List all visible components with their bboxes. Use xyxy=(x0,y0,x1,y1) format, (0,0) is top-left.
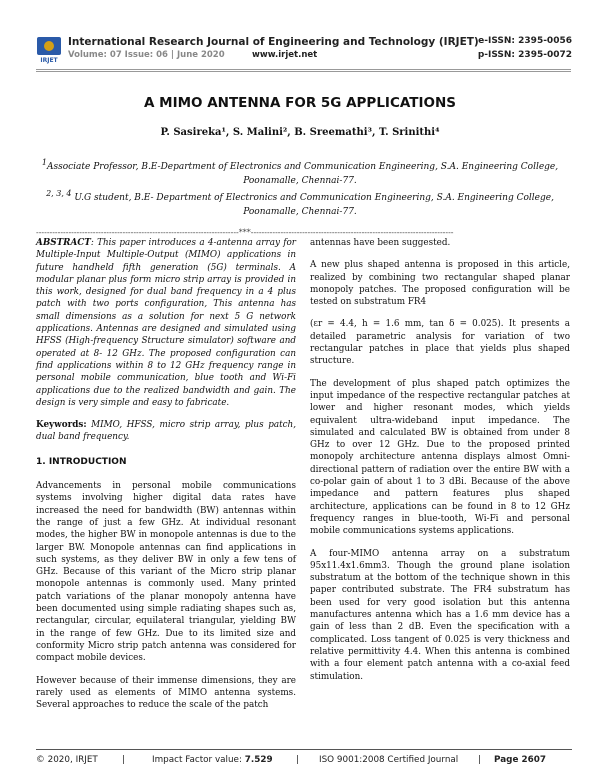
abstract xyxy=(36,237,296,409)
impact-label: Impact Factor value: xyxy=(152,755,245,765)
footer-impact xyxy=(152,755,273,765)
keywords-text: MIMO, HFSS, micro strip array, plus patch, dual band frequency. xyxy=(36,420,296,443)
footer-sep-3: | xyxy=(478,755,481,765)
author-list: P. Sasireka¹, S. Malini², B. Sreemathi³, T. Srinithi⁴ xyxy=(160,127,440,138)
journal-header xyxy=(36,36,572,66)
section-heading-introduction: 1. INTRODUCTION xyxy=(36,456,127,467)
footer-rule xyxy=(36,749,572,750)
pissn: p-ISSN: 2395-0072 xyxy=(477,50,572,60)
right-paragraph-0: antennas have been suggested. xyxy=(310,238,451,248)
left-column xyxy=(36,237,296,721)
right-column xyxy=(310,237,570,693)
intro-paragraph-1: Advancements in personal mobile communications systems involving higher digital data rates have increased the need for bandwidth (BW) antennas within the range of just a few GHz. At individual resonant modes, the higher BW in monopole antennas is due to the larger BW. Monopole antennas can find applications in such systems, as they deliver BW in only a few tens of GHz. Because of this variant of the Micro strip planar monopole antennas is commonly used. Many printed patch variations of the planar monopoly antenna have been documented using simple radiating shapes such as, rectangular, circular, equilateral triangular, yielding BW in the range of few GHz. Due to its limited size and conformity Micro strip patch antenna was considered for compact mobile devices. xyxy=(36,481,296,664)
keywords-label: Keywords: xyxy=(36,420,87,431)
paper-title: A MIMO ANTENNA FOR 5G APPLICATIONS xyxy=(143,95,456,111)
affiliation-1-text: Associate Professor, B.E-Department of Electronics and Communication Engineering, S.A. Engineering College, Poonamalle, Chennai-77. xyxy=(46,162,559,186)
header-rule xyxy=(36,69,571,72)
irjet-logo xyxy=(36,36,62,64)
journal-website[interactable]: www.irjet.net xyxy=(252,50,318,60)
affiliation-2 xyxy=(40,187,560,219)
affiliation-1 xyxy=(40,156,560,188)
eissn: e-ISSN: 2395-0056 xyxy=(478,36,572,46)
volume-issue: Volume: 07 Issue: 06 | June 2020 xyxy=(68,50,225,60)
right-paragraph-4: A four-MIMO antenna array on a substratum 95x11.4x1.6mm3. Though the ground plane isolation substratum at the bottom of the technique shown in this paper contributed substrate. The FR4 substratum has been used for very good isolation but this antenna manufactures antenna which has a 1.6 mm device has a gain of less than 2 dB. Even the specification with a complicated. Loss tangent of 0.025 is very thickness and relative permittivity 4.4. When this antenna is combined with a four element patch antenna with a co-axial feed stimulation. xyxy=(310,548,570,682)
abstract-label: ABSTRACT xyxy=(36,238,91,248)
right-paragraph-1: A new plus shaped antenna is proposed in this article, realized by combining two rectangular shaped planar monopoly patches. The proposed configuration will be tested on substratum FR4 xyxy=(310,260,570,308)
right-paragraph-2: (εr = 4.4, h = 1.6 mm, tan δ = 0.025). It presents a detailed parametric analysis for variation of two rectangular patches in place that yields plus shaped structure. xyxy=(310,319,570,367)
footer-iso: ISO 9001:2008 Certified Journal xyxy=(319,755,459,765)
footer-sep-2: | xyxy=(296,755,299,765)
right-paragraph-3: The development of plus shaped patch optimizes the input impedance of the respective rectangular patches at lower and higher resonant modes, which yields equivalent ultra-wideband input impedance. The simulated and calculated BW is obtained from under 8 GHz to over 12 GHz. Due to the proposed printed monopoly architecture antenna displays almost Omni-directional pattern of radiation over the entire BW with a co-polar gain of about 1 to 3 dBi. Because of the above impedance and pattern features plus shaped architecture, applications can be found in 8 to 12 GHz frequency ranges in blue-tooth, Wi-Fi and personal mobile communications systems applications. xyxy=(310,378,570,537)
logo-text: IRJET xyxy=(40,57,58,64)
footer-copyright: © 2020, IRJET xyxy=(36,755,98,765)
affiliation-2-sup: 2, 3, 4 xyxy=(46,189,72,198)
affiliation-2-text: U.G student, B.E- Department of Electronics and Communication Engineering, S.A. Engineering College, Poonamalle, Chennai-77. xyxy=(71,193,554,217)
intro-paragraph-2: However because of their immense dimensions, they are rarely used as elements of MIMO antenna systems. Several approaches to reduce the scale of the patch xyxy=(36,675,296,711)
impact-value: 7.529 xyxy=(244,755,273,765)
keywords xyxy=(36,419,296,444)
abstract-text: : This paper introduces a 4-antenna array for Multiple-Input Multiple-Output (MIMO) applications in future handheld fifth generation (5G) terminals. A modular planar plus form micro strip array is provided in this work, designed for dual band frequency in a 4 plus patch with two ports configuration, This antenna has small dimensions as a solution for next 5 G network applications. Antennas are designed and simulated using HFSS (High-frequency Structure simulator) software and operated at 8- 12 GHz. The proposed configuration can find applications within 8 to 12 GHz frequency range in personal mobile communication, blue tooth and Wi-Fi applications due to the realized bandwidth and gain. The design is very simple and easy to fabricate. xyxy=(36,238,296,408)
affiliation-1-sup: 1 xyxy=(41,158,47,167)
footer-sep-1: | xyxy=(122,755,125,765)
separator-line: ---------------------------------------------------------------------------***--------------------------------------------------------------------------- xyxy=(36,228,454,237)
footer-page: Page 2607 xyxy=(494,755,546,765)
journal-name: International Research Journal of Engineering and Technology (IRJET) xyxy=(68,36,479,48)
